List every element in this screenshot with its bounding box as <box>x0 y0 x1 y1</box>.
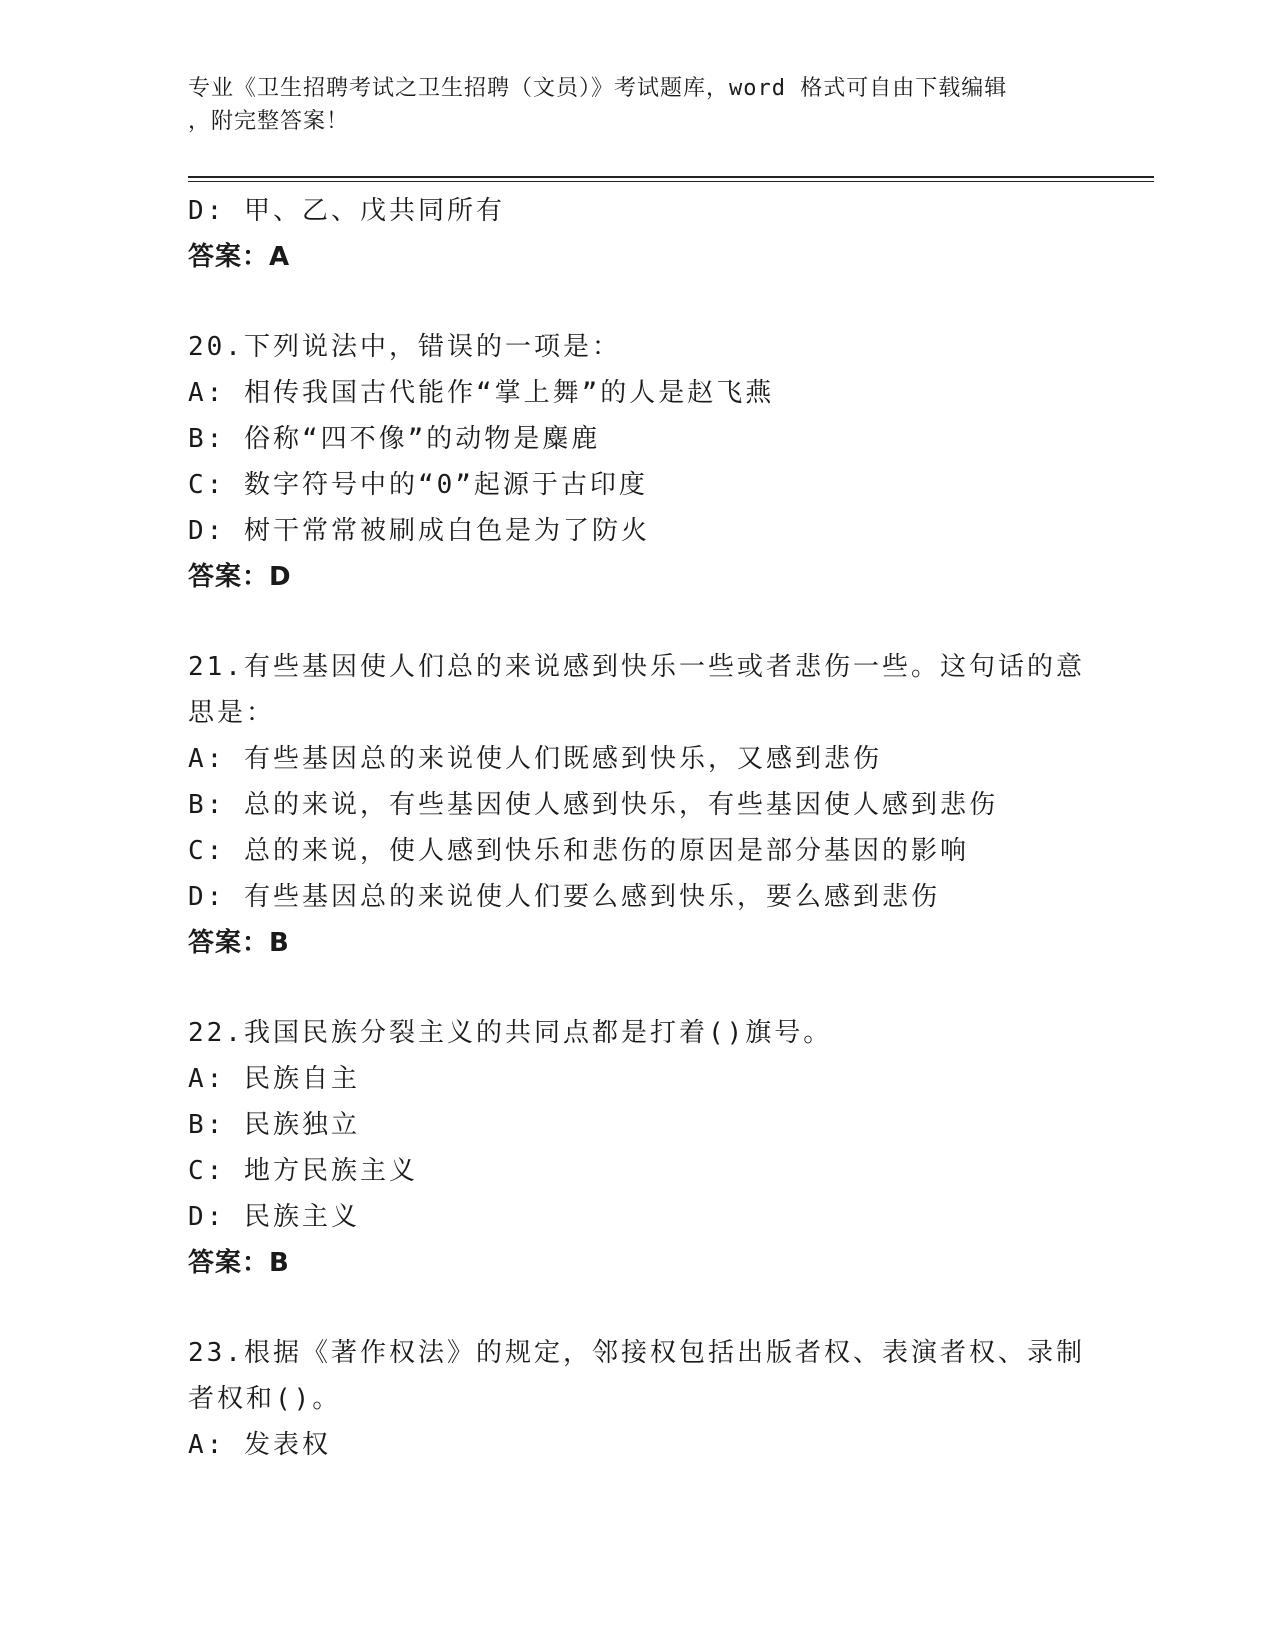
answer-line: 答案：B <box>188 1248 290 1278</box>
option-c: C: 总的来说，使人感到快乐和悲伤的原因是部分基因的影响 <box>188 836 969 866</box>
question-list <box>188 188 1088 1468</box>
question-stem-continued: 思是： <box>188 698 276 728</box>
answer-line: 答案：B <box>188 928 290 958</box>
header-divider-thin <box>188 181 1154 182</box>
option-b: B: 俗称“四不像”的动物是麋鹿 <box>188 424 601 454</box>
question-21 <box>188 644 1088 966</box>
option-a: A: 发表权 <box>188 1430 331 1460</box>
question-stem: 23.根据《著作权法》的规定，邻接权包括出版者权、表演者权、录制 <box>188 1338 1085 1368</box>
answer-line: 答案：D <box>188 562 292 592</box>
option-a: A: 相传我国古代能作“掌上舞”的人是赵飞燕 <box>188 378 775 408</box>
option-d: D: 甲、乙、戊共同所有 <box>188 196 505 226</box>
question-stem-continued: 者权和()。 <box>188 1384 342 1414</box>
option-d: D: 树干常常被刷成白色是为了防火 <box>188 516 650 546</box>
header-divider-thick <box>188 176 1154 178</box>
option-b: B: 总的来说，有些基因使人感到快乐，有些基因使人感到悲伤 <box>188 790 998 820</box>
option-c: C: 地方民族主义 <box>188 1156 418 1186</box>
header-line-2: ，附完整答案！ <box>188 109 350 134</box>
question-20 <box>188 324 1088 600</box>
option-b: B: 民族独立 <box>188 1110 360 1140</box>
option-a: A: 有些基因总的来说使人们既感到快乐，又感到悲伤 <box>188 744 882 774</box>
question-stem: 20.下列说法中，错误的一项是： <box>188 332 621 362</box>
option-d: D: 有些基因总的来说使人们要么感到快乐，要么感到悲伤 <box>188 882 940 912</box>
answer-line: 答案：A <box>188 242 291 272</box>
document-header <box>188 72 1088 138</box>
question-23 <box>188 1330 1088 1468</box>
header-line-1: 专业《卫生招聘考试之卫生招聘（文员）》考试题库，word 格式可自由下载编辑 <box>188 76 1008 101</box>
question-stem: 21.有些基因使人们总的来说感到快乐一些或者悲伤一些。这句话的意 <box>188 652 1085 682</box>
option-a: A: 民族自主 <box>188 1064 360 1094</box>
question-stem: 22.我国民族分裂主义的共同点都是打着()旗号。 <box>188 1018 833 1048</box>
option-c: C: 数字符号中的“0”起源于古印度 <box>188 470 648 500</box>
option-d: D: 民族主义 <box>188 1202 360 1232</box>
question-22 <box>188 1010 1088 1286</box>
